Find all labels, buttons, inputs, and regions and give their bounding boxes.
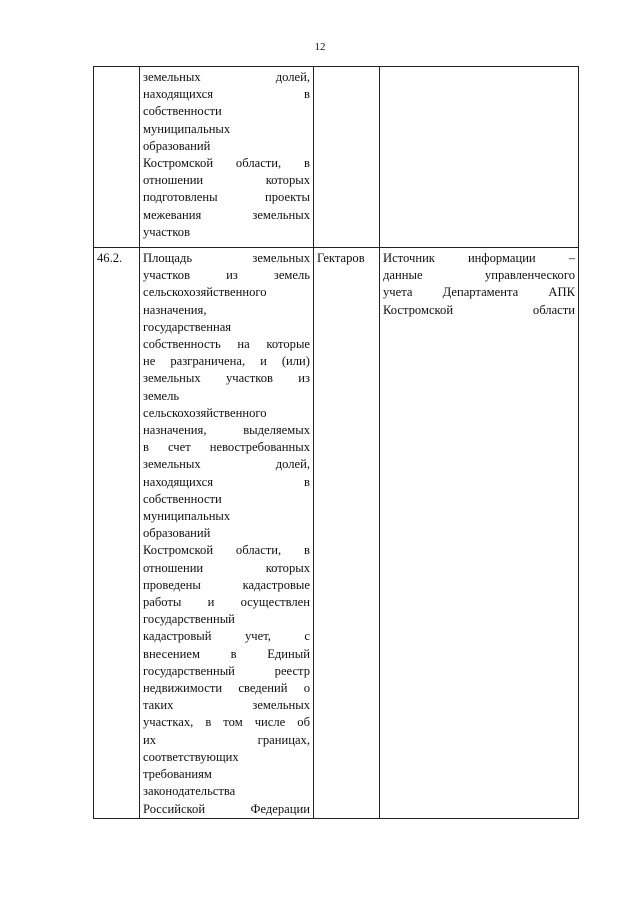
source-text (383, 250, 575, 319)
text-line: собственности (143, 104, 222, 119)
text-line: кадастровый учет, с (143, 629, 310, 644)
indicator-cell (140, 67, 314, 248)
text-line: участках, в том числе об (143, 715, 310, 730)
text-line: сельскохозяйственного (143, 285, 267, 300)
text-line: собственность на которые (143, 337, 310, 352)
text-line: Костромской области, в (143, 543, 310, 558)
text-line: находящихся в (143, 474, 310, 489)
text-line: муниципальных (143, 509, 231, 524)
text-line: подготовлены проекты (143, 190, 310, 205)
text-line: учета Департамента АПК (383, 285, 575, 300)
text-line: в счет невостребованных (143, 440, 310, 455)
text-line: Костромской области (383, 302, 575, 317)
text-line: недвижимости сведений о (143, 681, 310, 696)
text-line: Площадь земельных (143, 251, 310, 265)
text-line: Российской Федерации (143, 801, 310, 816)
row-number-cell: 46.2. (94, 248, 140, 819)
text-line: внесением в Единый (143, 646, 310, 661)
text-line: отношении которых (143, 173, 310, 188)
text-line: межевания земельных (143, 207, 310, 222)
text-line: назначения, (143, 302, 207, 317)
text-line: работы и осуществлен (143, 595, 310, 610)
text-line: земельных долей, (143, 457, 310, 472)
text-line: отношении которых (143, 560, 310, 575)
indicator-text (143, 69, 310, 241)
row-number-cell (94, 67, 140, 248)
text-line: собственности (143, 491, 222, 506)
table-row (94, 248, 579, 819)
text-line: законодательства (143, 784, 236, 799)
text-line: назначения, выделяемых (143, 423, 310, 438)
table-row (94, 67, 579, 248)
text-line: их границах, (143, 732, 310, 747)
text-line: земель (143, 388, 180, 403)
text-line: образований (143, 138, 211, 153)
text-line: образований (143, 526, 211, 541)
text-line: проведены кадастровые (143, 577, 310, 592)
text-line: государственный (143, 612, 235, 627)
source-cell (380, 67, 579, 248)
unit-cell: Гектаров (314, 248, 380, 819)
text-line: государственная (143, 319, 232, 334)
unit-cell (314, 67, 380, 248)
text-line: не разграничена, и (или) (143, 354, 310, 369)
text-line: участков из земель (143, 268, 310, 283)
text-line: таких земельных (143, 698, 310, 713)
text-line: Источник информации – (383, 251, 575, 265)
text-line: требованиям (143, 767, 212, 782)
page-number: 12 (314, 41, 326, 53)
indicator-text (143, 250, 310, 818)
text-line: находящихся в (143, 87, 310, 102)
text-line: Костромской области, в (143, 156, 310, 171)
text-line: данные управленческого (383, 268, 575, 283)
text-line: муниципальных (143, 121, 231, 136)
text-line: земельных долей, (143, 70, 310, 84)
text-line: государственный реестр (143, 663, 310, 678)
text-line: сельскохозяйственного (143, 405, 267, 420)
text-line: земельных участков из (143, 371, 310, 386)
text-line: участков (143, 224, 191, 239)
indicators-table (93, 66, 579, 819)
text-line: соответствующих (143, 749, 239, 764)
source-cell (380, 248, 579, 819)
indicator-cell (140, 248, 314, 819)
